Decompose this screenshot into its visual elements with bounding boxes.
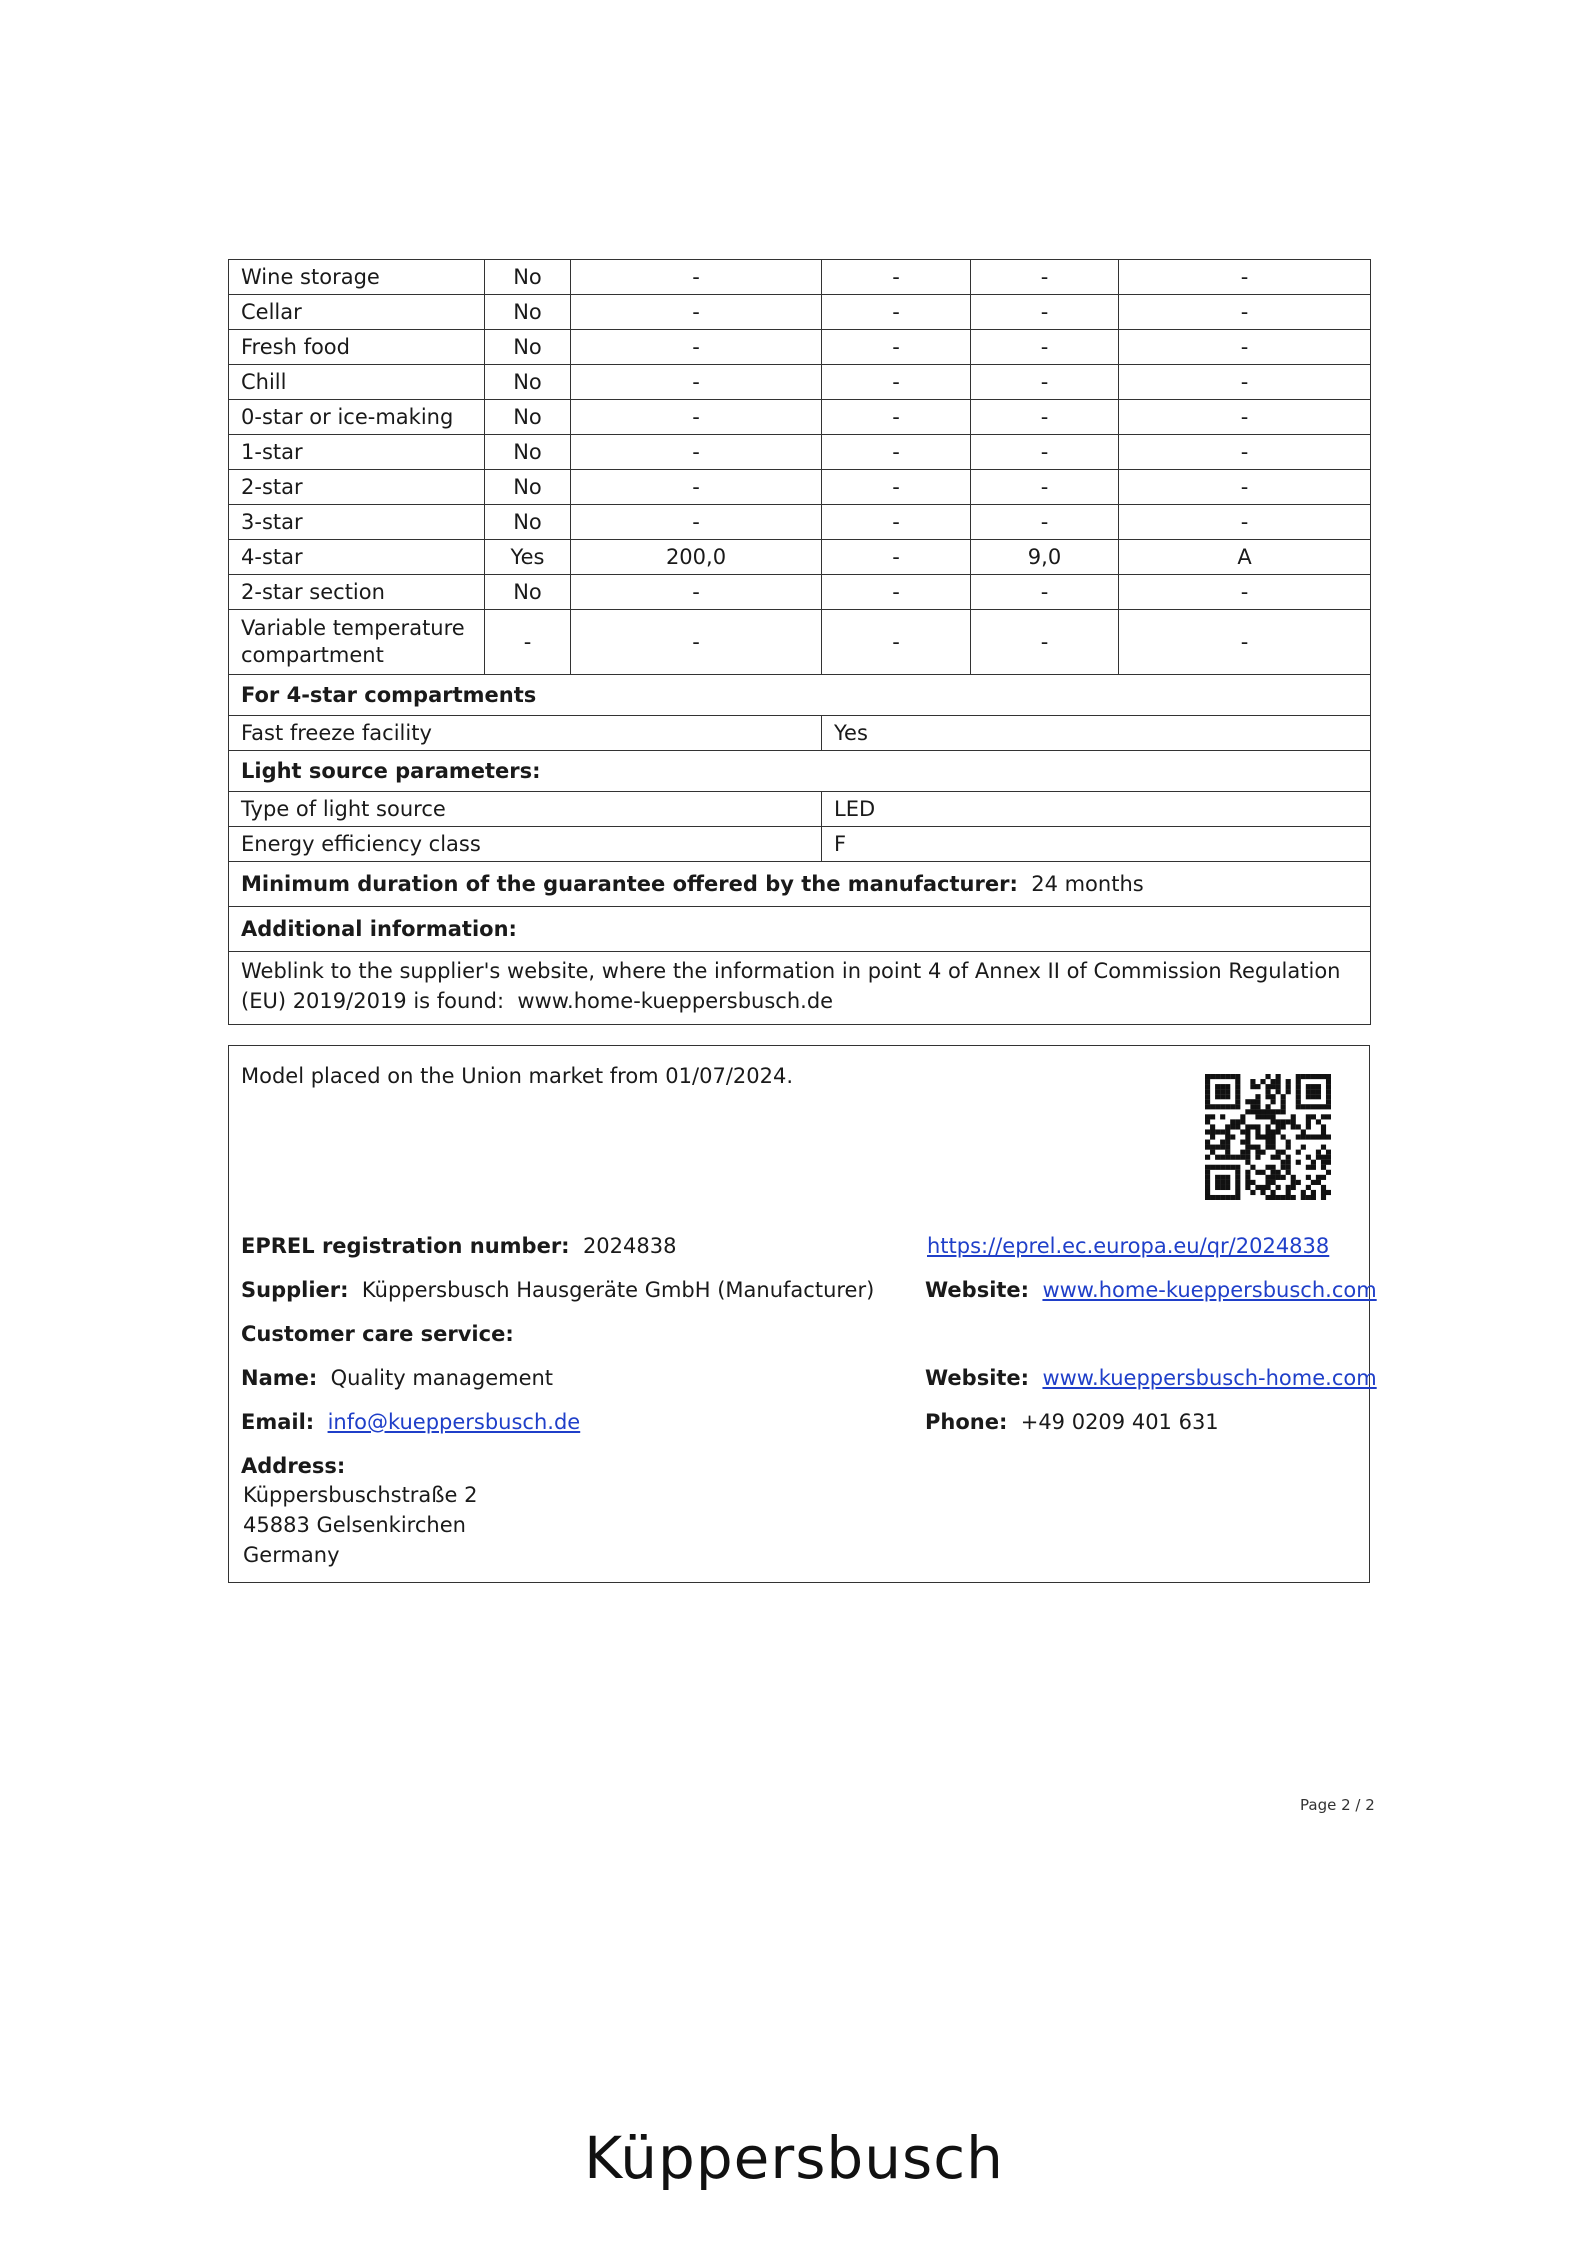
email-label: Email: (241, 1410, 315, 1434)
compartment-name: Cellar (229, 295, 485, 330)
four-star-heading: For 4-star compartments (229, 675, 1371, 716)
compartment-name: Variable temperature compartment (229, 610, 485, 675)
supplier-line (241, 1276, 874, 1304)
compartment-cell: - (971, 365, 1119, 400)
compartment-row (229, 330, 1371, 365)
weblink-text: Weblink to the supplier's website, where the information in point 4 of Annex II of Commission Regulation (EU) 2019/2019 is found: (241, 959, 1341, 1013)
model-info-box (228, 1045, 1377, 1583)
care-website-line (925, 1364, 1377, 1392)
address-line-3: Germany (243, 1543, 340, 1567)
phone-label: Phone: (925, 1410, 1008, 1434)
compartment-cell: - (1119, 435, 1371, 470)
compartment-name: 2-star section (229, 575, 485, 610)
compartment-row (229, 260, 1371, 295)
compartment-cell: - (971, 610, 1119, 675)
guarantee-row (229, 862, 1371, 907)
light-type-value: LED (822, 792, 1371, 827)
compartment-cell: - (971, 435, 1119, 470)
compartment-cell: - (571, 330, 822, 365)
light-type-label: Type of light source (229, 792, 822, 827)
compartment-cell: - (571, 260, 822, 295)
name-label: Name: (241, 1366, 318, 1390)
compartment-cell: - (971, 330, 1119, 365)
compartment-cell: - (822, 505, 971, 540)
compartment-cell: - (571, 575, 822, 610)
compartment-cell: - (1119, 400, 1371, 435)
compartment-cell: - (1119, 575, 1371, 610)
compartment-cell: No (485, 295, 571, 330)
compartment-table (228, 259, 1371, 1025)
guarantee-value: 24 months (1031, 871, 1144, 896)
compartment-cell: - (822, 470, 971, 505)
compartment-cell: - (971, 260, 1119, 295)
energy-class-value: F (822, 827, 1371, 862)
address-heading: Address: (241, 1454, 346, 1478)
compartment-cell: - (571, 400, 822, 435)
compartment-cell: No (485, 260, 571, 295)
compartment-name: 2-star (229, 470, 485, 505)
eprel-line (241, 1232, 676, 1260)
phone-line (925, 1408, 1219, 1436)
email-link[interactable]: info@kueppersbusch.de (327, 1410, 581, 1434)
eprel-label: EPREL registration number: (241, 1234, 570, 1258)
compartment-cell: - (971, 295, 1119, 330)
additional-info-heading: Additional information: (229, 907, 1371, 952)
qr-code-icon[interactable] (1205, 1074, 1331, 1200)
compartment-name: 4-star (229, 540, 485, 575)
supplier-website-link[interactable]: www.home-kueppersbusch.com (1042, 1278, 1377, 1302)
weblink-url[interactable]: www.home-kueppersbusch.de (517, 989, 834, 1013)
compartment-cell: - (822, 400, 971, 435)
care-name-line (241, 1364, 553, 1392)
fast-freeze-value: Yes (822, 716, 1371, 751)
compartment-cell: No (485, 505, 571, 540)
compartment-cell: - (1119, 330, 1371, 365)
guarantee-label: Minimum duration of the guarantee offered by the manufacturer: (241, 871, 1018, 896)
compartment-name: Wine storage (229, 260, 485, 295)
compartment-cell: - (971, 470, 1119, 505)
supplier-website-line (925, 1276, 1377, 1304)
model-placed-text: Model placed on the Union market from 01/07/2024. (241, 1064, 794, 1088)
email-line (241, 1408, 580, 1436)
compartment-cell: - (822, 330, 971, 365)
compartment-name: 0-star or ice-making (229, 400, 485, 435)
compartment-cell: - (571, 470, 822, 505)
compartment-cell: - (822, 610, 971, 675)
address-line-1: Küppersbuschstraße 2 (243, 1483, 478, 1507)
compartment-cell: - (1119, 505, 1371, 540)
care-website-label: Website: (925, 1366, 1030, 1390)
compartment-cell: No (485, 400, 571, 435)
compartment-row (229, 575, 1371, 610)
compartment-row (229, 295, 1371, 330)
compartment-name: Chill (229, 365, 485, 400)
compartment-cell: No (485, 575, 571, 610)
compartment-cell: - (571, 365, 822, 400)
compartment-name: Fresh food (229, 330, 485, 365)
supplier-label: Supplier: (241, 1278, 349, 1302)
compartment-cell: - (571, 435, 822, 470)
compartment-row (229, 470, 1371, 505)
product-information-sheet (228, 259, 1377, 1583)
compartment-cell: - (822, 435, 971, 470)
name-value: Quality management (330, 1366, 554, 1390)
compartment-cell: - (1119, 260, 1371, 295)
compartment-name: 1-star (229, 435, 485, 470)
compartment-row (229, 365, 1371, 400)
fast-freeze-label: Fast freeze facility (229, 716, 822, 751)
eprel-value: 2024838 (582, 1234, 677, 1258)
compartment-cell: - (822, 540, 971, 575)
compartment-cell: No (485, 470, 571, 505)
compartment-cell: - (971, 400, 1119, 435)
compartment-row (229, 400, 1371, 435)
compartment-cell: A (1119, 540, 1371, 575)
compartment-cell: - (822, 575, 971, 610)
compartment-cell: - (571, 610, 822, 675)
compartment-cell: - (822, 295, 971, 330)
compartment-cell: No (485, 435, 571, 470)
compartment-cell: No (485, 330, 571, 365)
compartment-row (229, 540, 1371, 575)
customer-care-heading: Customer care service: (241, 1322, 514, 1346)
compartment-cell: - (571, 295, 822, 330)
compartment-cell: - (822, 365, 971, 400)
care-website-link[interactable]: www.kueppersbusch-home.com (1042, 1366, 1377, 1390)
compartment-cell: - (971, 505, 1119, 540)
brand-logo: Küppersbusch (584, 2124, 1004, 2192)
eprel-link[interactable]: https://eprel.ec.europa.eu/qr/2024838 (927, 1234, 1330, 1258)
address-line-2: 45883 Gelsenkirchen (243, 1513, 466, 1537)
compartment-cell: - (1119, 470, 1371, 505)
compartment-row (229, 435, 1371, 470)
additional-info-text (229, 952, 1371, 1025)
light-source-heading: Light source parameters: (229, 751, 1371, 792)
compartment-cell: 9,0 (971, 540, 1119, 575)
compartment-cell: - (1119, 365, 1371, 400)
energy-class-label: Energy efficiency class (229, 827, 822, 862)
compartment-cell: Yes (485, 540, 571, 575)
website-label: Website: (925, 1278, 1030, 1302)
compartment-cell: - (1119, 610, 1371, 675)
compartment-rows (229, 260, 1371, 675)
compartment-row (229, 610, 1371, 675)
compartment-cell: - (485, 610, 571, 675)
compartment-name: 3-star (229, 505, 485, 540)
compartment-cell: - (1119, 295, 1371, 330)
compartment-cell: - (971, 575, 1119, 610)
compartment-cell: - (822, 260, 971, 295)
supplier-value: Küppersbusch Hausgeräte GmbH (Manufacturer) (361, 1278, 875, 1302)
phone-value: +49 0209 401 631 (1020, 1410, 1219, 1434)
compartment-cell: - (571, 505, 822, 540)
page-number: Page 2 / 2 (1300, 1796, 1375, 1814)
compartment-cell: 200,0 (571, 540, 822, 575)
compartment-cell: No (485, 365, 571, 400)
compartment-row (229, 505, 1371, 540)
